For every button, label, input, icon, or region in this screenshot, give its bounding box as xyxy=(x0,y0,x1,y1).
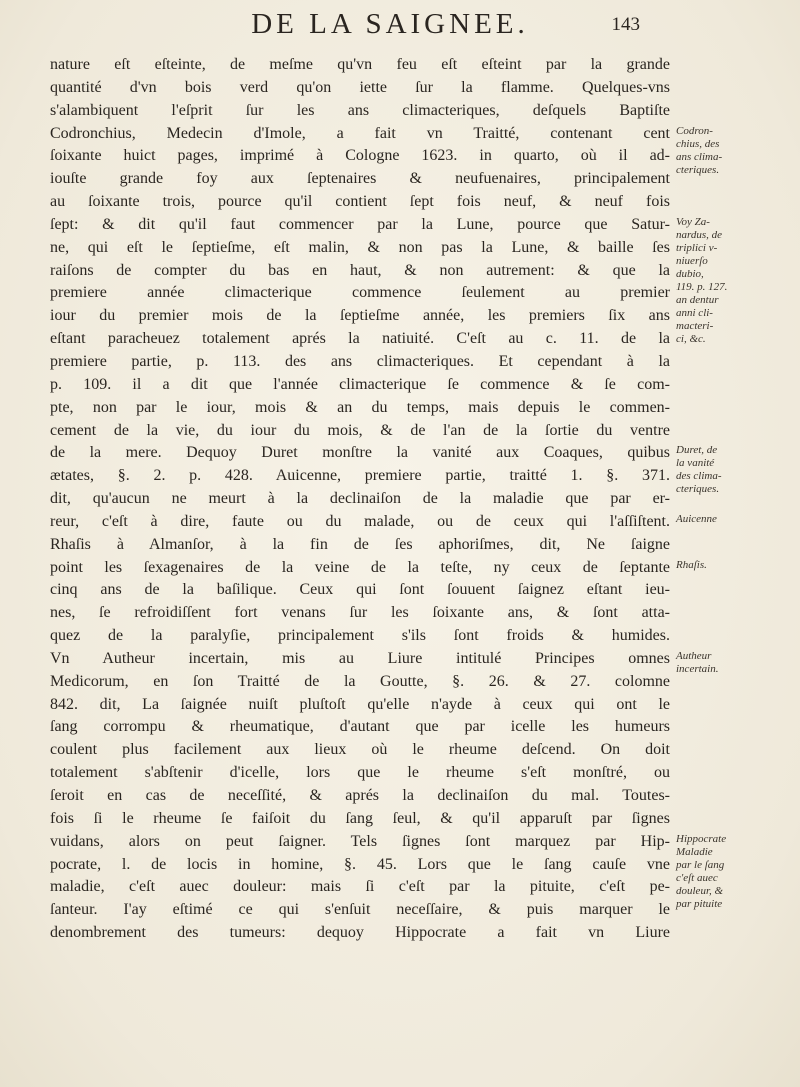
margin-note-line: par pituite xyxy=(676,897,723,910)
text-line: iour du premier mois de la ſeptieſme année, les premiers ſix ans xyxy=(50,307,670,325)
text-line: ne, qui eſt le ſeptieſme, eſt malin, & non pas la Lune, & baille ſes xyxy=(50,238,670,256)
text-line: raiſons de compter du bas en haut, & non autrement: & que la xyxy=(50,261,670,279)
margin-note-line: des clima- xyxy=(676,470,722,483)
text-line: s'alambiquent l'eſprit ſur les ans climacteriques, deſquels Baptiſte xyxy=(50,101,670,119)
text-line: fois ſi le rheume ſe faiſoit du ſang ſeul, & qu'il apparuſt par ſignes xyxy=(50,809,670,827)
text-line: pte, non par le iour, mois & an du temps, mais depuis le commen- xyxy=(50,398,670,416)
margin-note-line: niuerſo xyxy=(676,254,708,267)
margin-note-hippocrate xyxy=(676,833,796,911)
text-line: quantité d'vn bois verd qu'on iette ſur la flamme. Quelques-vns xyxy=(50,78,670,96)
text-line: 842. dit, La ſaignée nuiſt pluſtoſt qu'elle n'ayde à ceux qui ont le xyxy=(50,695,670,713)
margin-note-line: incertain. xyxy=(676,663,719,676)
text-line: point les ſexagenaires de la veine de la teſte, ny ceux de ſeptante xyxy=(50,558,670,576)
margin-note-line: macteri- xyxy=(676,319,714,332)
text-line: coulent plus facilement aux lieux où le rheume deſcend. On doit xyxy=(50,741,670,759)
margin-note-line: dubio, xyxy=(676,267,704,280)
text-line: pocrate, l. de locis in homine, §. 45. Lors que le ſang cauſe vne xyxy=(50,855,670,873)
text-line: quez de la paralyſie, principalement s'ils ſont froids & humides. xyxy=(50,627,670,645)
text-line: Rhaſis à Almanſor, à la fin de ſes aphoriſmes, dit, Ne ſaigne xyxy=(50,535,670,553)
text-line: Vn Autheur incertain, mis au Liure intitulé Principes omnes xyxy=(50,649,670,667)
margin-note-line: triplici v- xyxy=(676,241,718,254)
text-line: maladie, c'eſt auec douleur: mais ſi c'eſt par la pituite, c'eſt pe- xyxy=(50,878,670,896)
text-line: nature eſt eſteinte, de meſme qu'vn feu eſt eſteint par la grande xyxy=(50,56,670,73)
text-line: cement de la vie, du iour du mois, & de l'an de la ſortie du ventre xyxy=(50,421,670,439)
text-line: ſept: & dit qu'il faut commencer par la Lune, pource que Satur- xyxy=(50,215,670,233)
running-head xyxy=(0,4,800,44)
page-title: DE LA SAIGNEE. xyxy=(251,8,529,40)
margin-note-line: nardus, de xyxy=(676,228,723,241)
text-line: iouſte grande foy aux ſeptenaires & neufuenaires, principalement xyxy=(50,170,670,188)
margin-note-line: ans clima- xyxy=(676,150,723,163)
text-line: ſeroit en cas de neceſſité, & aprés la declinaiſon du mal. Toutes- xyxy=(50,787,670,804)
text-line: de la mere. Dequoy Duret monſtre la vanité aux Coaques, quibus xyxy=(50,444,670,462)
text-line: ſoixante huict pages, imprimé à Cologne 1623. in quarto, où il ad- xyxy=(50,147,670,165)
text-line: au ſoixante trois, pource qu'il contient ſept fois neuf, & neuf fois xyxy=(50,193,670,211)
margin-note-zanardus xyxy=(676,216,796,346)
margin-note-line: an dentur xyxy=(676,293,719,306)
margin-note-line: Voy Za- xyxy=(676,215,710,228)
margin-note-line: douleur, & xyxy=(676,884,724,897)
margin-note-line: chius, des xyxy=(676,137,720,150)
margin-note-line: la vanité xyxy=(676,457,715,470)
text-line: p. 109. il a dit que l'année climacterique ſe commence & ſe com- xyxy=(50,375,670,393)
body-text xyxy=(50,54,670,945)
margin-note-duret xyxy=(676,444,796,496)
margin-note-line: Codron- xyxy=(676,124,713,137)
text-line: ætates, §. 2. p. 428. Auicenne, premiere partie, traitté 1. §. 371. xyxy=(50,467,670,485)
text-line: totalement s'abſtenir d'icelle, lors que le rheume s'eſt monſtré, ou xyxy=(50,764,670,782)
text-line: Medicorum, en ſon Traitté de la Goutte, §. 26. & 27. colomne xyxy=(50,672,670,690)
margin-note-line: anni cli- xyxy=(676,306,713,319)
margin-note-auicenne xyxy=(676,513,796,526)
margin-note-rhasis xyxy=(676,559,796,572)
margin-note-line: Rhaſis. xyxy=(676,558,707,571)
text-line: dit, qu'aucun ne meurt à la declinaiſon de la maladie que par er- xyxy=(50,490,670,508)
margin-note-line: Hippocrate xyxy=(676,832,727,845)
text-line: Codronchius, Medecin d'Imole, a fait vn Traitté, contenant cent xyxy=(50,124,670,142)
margin-note-line: 119. p. 127. xyxy=(676,280,728,293)
margin-note-line: cteriques. xyxy=(676,483,720,496)
margin-note-line: cteriques. xyxy=(676,163,720,176)
text-line: premiere année climacterique commence ſeulement au premier xyxy=(50,284,670,302)
text-line: ſanteur. I'ay eſtimé ce qui s'enſuit neceſſaire, & puis marquer le xyxy=(50,901,670,919)
text-line: premiere partie, p. 113. des ans climacteriques. Et cependant à la xyxy=(50,352,670,370)
text-line: cinq ans de la baſilique. Ceux qui ſont ſouuent ſaignez eſtant ieu- xyxy=(50,581,670,599)
text-line: vuidans, alors on peut ſaigner. Tels ſignes ſont marquez par Hip- xyxy=(50,832,670,850)
text-line: reur, c'eſt à dire, faute ou du malade, ou de ceux qui l'aſſiſtent. xyxy=(50,512,670,530)
text-line: denombrement des tumeurs: dequoy Hippocrate a fait vn Liure xyxy=(50,924,670,942)
margin-note-line: c'eſt auec xyxy=(676,871,718,884)
margin-note-line: Duret, de xyxy=(676,444,718,457)
margin-note-line: Auicenne xyxy=(676,513,717,525)
margin-note-line: ci, &c. xyxy=(676,332,706,345)
margin-note-codronchius xyxy=(676,125,796,177)
page-number: 143 xyxy=(611,14,640,35)
text-line: eſtant paracheuez totalement aprés la natiuité. C'eſt au c. 11. de la xyxy=(50,330,670,348)
margin-note-line: Maladie xyxy=(676,845,713,858)
margin-note-autheur xyxy=(676,650,796,676)
text-line: nes, ſe refroidiſſent fort venans ſur les ſoixante ans, & ſont atta- xyxy=(50,604,670,622)
text-line: ſang corrompu & rheumatique, d'autant que par icelle les humeurs xyxy=(50,718,670,736)
margin-note-line: Autheur xyxy=(676,650,712,663)
margin-note-line: par le ſang xyxy=(676,858,725,871)
